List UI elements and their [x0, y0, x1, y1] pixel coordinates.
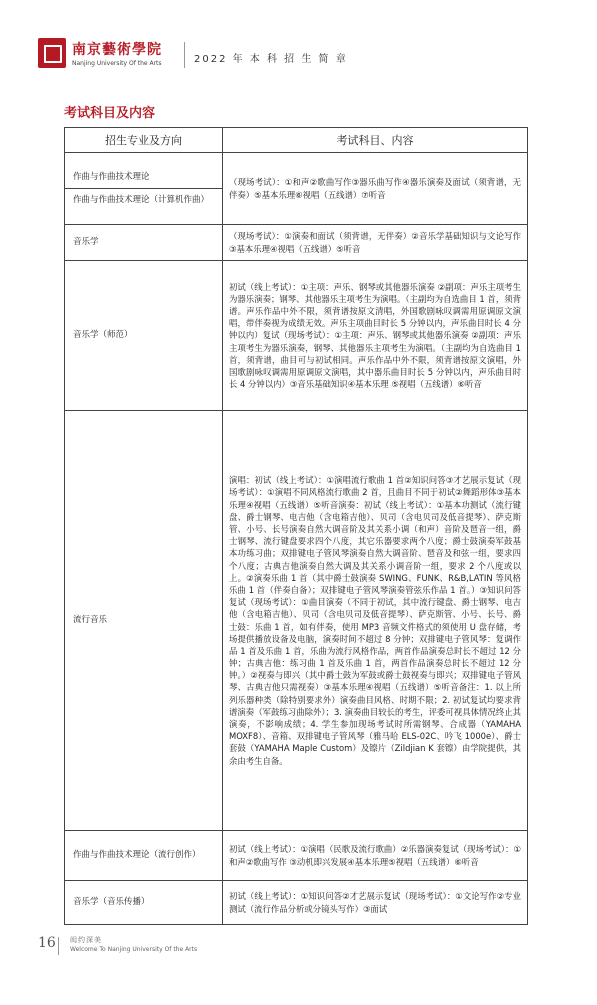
footer-motto-en: Welcome To Nanjing University Of the Arts [70, 946, 198, 953]
brochure-title: 2022 年 本 科 招 生 简 章 [194, 54, 348, 65]
section-title: 考试科目及内容 [64, 106, 156, 121]
column-header-content: 考试科目、内容 [223, 128, 528, 153]
major-name: 音乐学 [65, 225, 223, 261]
major-cell [65, 153, 223, 225]
school-name-en: Nanjing University Of the Arts [72, 60, 162, 67]
content-cell: （现场考试）：①演奏和面试（须背谱，无伴奏）②音乐学基础知识与文论写作③基本乐理④视唱（五线谱）⑤听音 [223, 225, 528, 261]
table-row [65, 411, 528, 831]
major-name: 作曲与作曲技术理论（流行创作） [65, 831, 223, 881]
major-name: 作曲与作曲技术理论 [73, 171, 150, 182]
page-number: 16 [38, 935, 56, 951]
table-row [65, 881, 528, 925]
content-cell: 初试（线上考试）：①知识问答②才艺展示复试（现场考试）：①文论写作②专业测试（流行作品分析或分镜头写作）③面试 [223, 881, 528, 925]
major-name: 音乐学（师范） [65, 261, 223, 411]
major-name: 流行音乐 [65, 411, 223, 831]
exam-subjects-table [64, 127, 528, 925]
content-cell: （现场考试）：①和声②歌曲写作③器乐曲写作④器乐演奏及面试（须背谱，无伴奏）⑤基本乐理⑥视唱（五线谱）⑦听音 [223, 153, 528, 225]
table-row [65, 225, 528, 261]
content-cell: 演唱：初试（线上考试）：①演唱流行歌曲 1 首②知识问答③才艺展示复试（现场考试）：①演唱不同风格流行歌曲 2 首，且曲目不同于初试②舞蹈形体③基本乐理④视唱（五线谱）⑤听音演奏：初试（线上考试）：①基本功测试（流行键盘、爵士钢琴、电吉他（含电箱吉他）、贝司（含电贝司及低音提琴）、萨克斯管、小号、长号演奏自然大调音阶及其关系小调（和声）音阶及琶音一组，爵士钢琴、流行键盘要求四个八度，其它乐器要求两个八度；爵士鼓演奏军鼓基本功练习曲；双排键电子管风琴演奏自然大调音阶、琶音及和弦一组，要求四个八度；古典吉他演奏自然大调及其关系小调音阶一组，要求 2 个八度或以上。②演奏乐曲 1 首（其中爵士鼓演奏 SWING、FUNK、R&B,LATIN 等风格乐曲 1 首（伴奏自备）；双排键电子管风琴演奏管弦乐作品 1 首。）③知识问答复试（现场考试）：①曲目演奏（不同于初试，其中流行键盘、爵士钢琴、电吉他（含电箱吉他）、贝司（含电贝司及低音提琴）、萨克斯管、小号、长号、爵士鼓：乐曲 1 首，如有伴奏，使用 MP3 音频文件格式的须使用 U 盘存储，考场提供播放设备及电脑，演奏时间不超过 8 分钟；双排键电子管风琴：复调作品 1 首及乐曲 1 首，乐曲为流行风格作品，两首作品演奏总时长不超过 12 分钟；古典吉他：练习曲 1 首及乐曲 1 首，两首作品演奏总时长不超过 12 分钟。）②视奏与即兴（其中爵士鼓为军鼓或爵士鼓视奏与即兴；双排键电子管风琴、古典吉他只需视奏）③基本乐理④视唱（五线谱）⑤听音备注：1. 以上所列乐器种类（除特别要求外）演奏曲目风格、时期不限；2. 初试复试均要求背谱演奏（军鼓练习曲除外）；3. 演奏曲目较长的考生，评委可视具体情况终止其演奏，不影响成绩；4. 学生参加现场考试时所需钢琴、合成器（YAMAHA MOXF8）、音箱、双排键电子管风琴（雅马哈 ELS-02C、吟飞 1000e）、爵士套鼓（YAMAHA Maple Custom）及镲片（Zildjian K 套镲）由学院提供，其余由考生自备。 [223, 411, 528, 831]
page-footer [38, 935, 568, 965]
footer-motto-cn: 闳约深美 [70, 936, 102, 944]
content-cell: 初试（线上考试）：①演唱（民歌及流行歌曲）②乐器演奏复试（现场考试）：①和声②歌曲写作 ③动机即兴发展④基本乐理⑤视唱（五线谱）⑥听音 [223, 831, 528, 881]
table-row [65, 261, 528, 411]
page-header [38, 38, 568, 74]
header-divider [184, 42, 185, 68]
school-name-cn: 南京藝術學院 [72, 42, 162, 58]
school-seal-logo [38, 38, 66, 68]
column-header-major: 招生专业及方向 [65, 128, 223, 153]
table-row [65, 153, 528, 225]
footer-divider [58, 937, 59, 955]
content-cell: 初试（线上考试）：①主项：声乐、钢琴或其他器乐演奏 ②副项：声乐主项考生为器乐演奏；钢琴、其他器乐主项考生为演唱。（主副均为自选曲目 1 首，须背谱。声乐作品中外不限，须背谱按原文清唱，外国歌剧咏叹调需用原调原文演唱，带伴奏视为成绩无效。声乐主项曲目时长 5 分钟以内，声乐曲目时长 4 分钟以内）复试（现场考试）：①主项：声乐、钢琴或其他器乐演奏 ②副项：声乐主项考生为器乐演奏，钢琴、其他器乐主项考生为演唱。（主副均为自选曲目 1 首，须背谱，曲目可与初试相同。声乐作品中外不限，须背谱按原文演唱，外国歌剧咏叹调需用原调原文演唱，其中器乐曲目时长 5 分钟以内，声乐曲目时长 4 分钟以内）③音乐基础知识④基本乐理 ⑤视唱（五线谱）⑥听音 [223, 261, 528, 411]
major-name: 音乐学（音乐传播） [65, 881, 223, 925]
table-row [65, 831, 528, 881]
table-header-row [65, 128, 528, 153]
major-name: 作曲与作曲技术理论（计算机作曲） [65, 188, 222, 211]
